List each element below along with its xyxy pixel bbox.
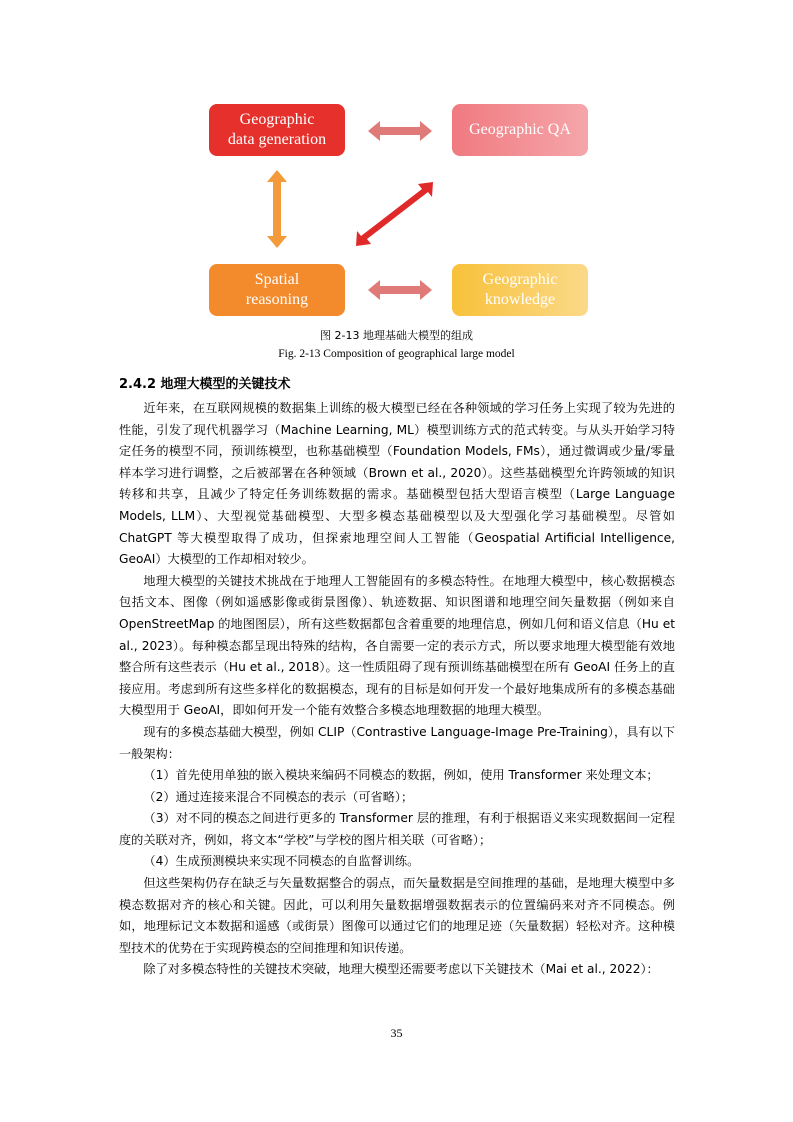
- list-item: （3）对不同的模态之间进行更多的 Transformer 层的推理，有利于根据语义来实现数据间一定程度的关联对齐，例如，将文本“学校”与学校的图片相关联（可省略）；: [119, 811, 675, 847]
- list-item: （4）生成预测模块来实现不同模态的自监督训练。: [143, 854, 420, 869]
- paragraph: 除了对多模态特性的关键技术突破，地理大模型还需要考虑以下关键技术（Mai et al., 2022）：: [143, 962, 659, 977]
- box-geographic-qa: Geographic QA: [452, 104, 588, 156]
- box-geographic-knowledge: Geographic knowledge: [452, 264, 588, 316]
- double-arrow-diagonal: [356, 182, 433, 246]
- figure-caption-english: Fig. 2-13 Composition of geographical large model: [278, 348, 515, 360]
- box-spatial-reasoning: Spatial reasoning: [209, 264, 345, 316]
- figure-arrows: [0, 0, 793, 330]
- list-item: （1）首先使用单独的嵌入模块来编码不同模态的数据，例如，使用 Transformer 来处理文本；: [143, 768, 659, 783]
- paragraph: 但这些架构仍存在缺乏与矢量数据整合的弱点，而矢量数据是空间推理的基础，是地理大模型中多模态数据对齐的核心和关键。因此，可以利用矢量数据增强数据表示的位置编码来对齐不同模态。例如，地理标记文本数据和遥感（或街景）图像可以通过它们的地理足迹（矢量数据）轻松对齐。这种模型技术的优势在于实现跨模态的空间推理和知识传递。: [119, 876, 675, 955]
- box-geographic-data-generation: Geographic data generation: [209, 104, 345, 156]
- figure-caption-chinese: 图 2-13 地理基础大模型的组成: [320, 329, 473, 342]
- paragraph: 近年来，在互联网规模的数据集上训练的极大模型已经在各种领域的学习任务上实现了较为先进的性能，引发了现代机器学习（Machine Learning, ML）模型训练方式的范式转变。与从头开始学习特定任务的模型不同，预训练模型，也称基础模型（Foundation Models, FMs），通过微调或少量/零量样本学习进行调整，之后被部署在各种领域（Brown et al., 2020）。这些基础模型允许跨领域的知识转移和共享，且减少了特定任务训练数据的需求。基础模型包括大型语言模型（Large Language Models, LLM）、大型视觉基础模型、大型多模态基础模型以及大型强化学习基础模型。尽管如 ChatGPT 等大模型取得了成功，但探索地理空间人工智能（Geospatial Artificial Intelligence, GeoAI）大模型的工作却相对较少。: [119, 401, 675, 567]
- paragraph: 现有的多模态基础大模型，例如 CLIP（Contrastive Language-Image Pre-Training），具有以下一般架构：: [119, 724, 675, 761]
- list-item: （2）通过连接来混合不同模态的表示（可省略）；: [143, 789, 414, 804]
- body-text: [119, 398, 675, 981]
- double-arrow-bottom: [368, 280, 432, 300]
- double-arrow-vertical: [267, 170, 287, 248]
- double-arrow-top: [368, 121, 432, 141]
- page-number: 35: [390, 1026, 403, 1040]
- paragraph: 地理大模型的关键技术挑战在于地理人工智能固有的多模态特性。在地理大模型中，核心数据模态包括文本、图像（例如遥感影像或街景图像）、轨迹数据、知识图谱和地理空间矢量数据（例如来自 OpenStreetMap 的地图图层），所有这些数据都包含着重要的地理信息，例如几何和语义信息（Hu et al., 2023）。每种模态都呈现出特殊的结构，各自需要一定的表示方式，所以要求地理大模型能有效地整合所有这些表示（Hu et al., 2018）。这一性质阻碍了现有预训练基础模型在所有 GeoAI 任务上的直接应用。考虑到所有这些多样化的数据模态，现有的目标是如何开发一个最好地集成所有的多模态基础大模型用于 GeoAI，即如何开发一个能有效整合多模态地理数据的地理大模型。: [119, 573, 675, 718]
- section-heading: 2.4.2 地理大模型的关键技术: [119, 377, 291, 392]
